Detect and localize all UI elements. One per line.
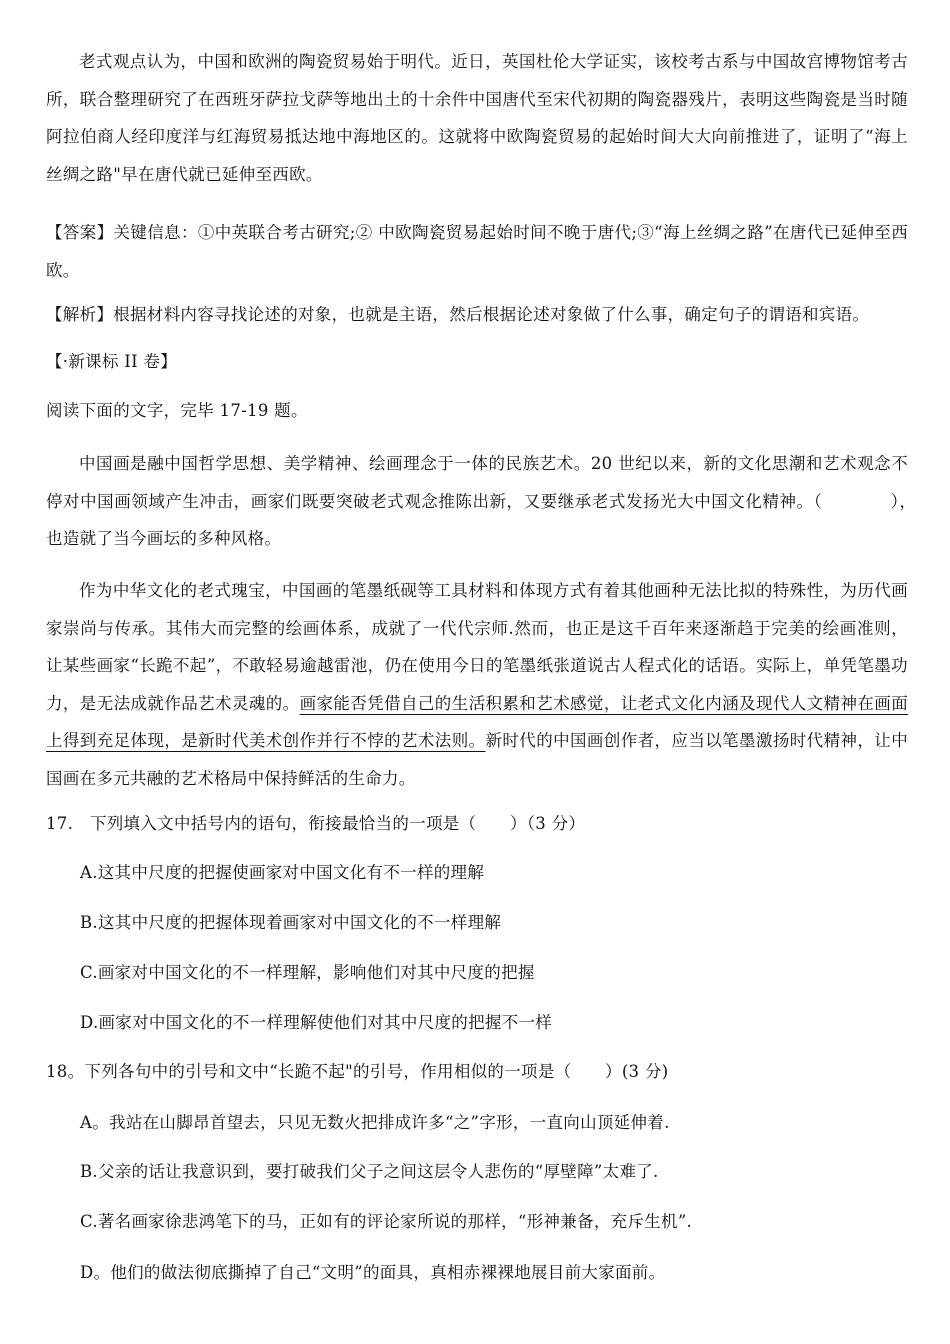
question-17-stem: 17. 下列填入文中括号内的语句，衔接最恰当的一项是（ ）（3 分）: [46, 814, 586, 833]
question-17-option-b: B.这其中尺度的把握体现着画家对中国文化的不一样理解: [80, 913, 502, 932]
question-17-option-c: C.画家对中国文化的不一样理解，影响他们对其中尺度的把握: [80, 963, 535, 982]
passage-chinese-painting-intro: 中国画是融中国哲学思想、美学精神、绘画理念于一体的民族艺术。20 世纪以来，新的文化思潮和艺术观念不停对中国画领域产生冲击，画家们既要突破老式观念推陈出新，又要继承老式发扬光大中国文化精神。（ ）， 也造就了当今画坛的多种风格。: [46, 454, 925, 548]
passage-text-before: 作为中华文化的老式瑰宝，中国画的笔墨纸砚等工具材料和体现方式有着其他画种无法比拟的特殊性，为历代画家崇尚与传承。其伟大而完整的绘画体系，成就了一代代宗师.然而，也正是这千百年来逐渐趋于完美的绘画准则，让某些画家“长跪不起”，不敢轻易逾越雷池，仍在使用今日的笔墨纸张道说古人程式化的话语。实际上，单凭笔墨功力，是无法成就作品艺术灵魂的。: [46, 581, 908, 713]
question-18-option-a: A。我站在山脚昂首望去，只见无数火把排成许多“之”字形，一直向山顶延伸着.: [80, 1113, 670, 1132]
question-18-option-d: D。他们的做法彻底撕掉了自己“文明”的面具，真相赤裸裸地展目前大家面前。: [80, 1263, 666, 1282]
source-label: 【·新课标 II 卷】: [46, 352, 178, 371]
underlined-sentence: 画家能否凭借自己的生活积累和艺术感觉，让老式文化内涵及现代人文精神在画面上得到充足体现，是新时代美术创作并行不悖的艺术法则。: [46, 693, 908, 750]
passage-chinese-painting-body: [46, 572, 908, 797]
passage-text-after: 新时代的中国画创作者，应当以笔墨激扬时代精神，让中国画在多元共融的艺术格局中保持鲜活的生命力。: [46, 731, 908, 788]
question-18-option-c: C.著名画家徐悲鸿笔下的马，正如有的评论家所说的那样，“形神兼备，充斥生机”.: [80, 1212, 693, 1231]
reading-instruction: 阅读下面的文字，完毕 17-19 题。: [46, 401, 308, 420]
passage-ceramics-trade: 老式观点认为，中国和欧洲的陶瓷贸易始于明代。近日，英国杜伦大学证实，该校考古系与中国故宫博物馆考古所，联合整理研究了在西班牙萨拉戈萨等地出土的十余件中国唐代至宋代初期的陶瓷器残片，表明这些陶瓷是当时随阿拉伯商人经印度洋与红海贸易抵达地中海地区的。这就将中欧陶瓷贸易的起始时间大大向前推进了，证明了“海上丝绸之路"早在唐代就已延伸至西欧。: [46, 52, 908, 184]
question-17-option-d: D.画家对中国文化的不一样理解使他们对其中尺度的把握不一样: [80, 1013, 553, 1032]
question-18-stem: 18。下列各句中的引号和文中“长跪不起"的引号，作用相似的一项是（ ）(3 分): [46, 1062, 669, 1081]
analysis-text: 【解析】根据材料内容寻找论述的对象，也就是主语，然后根据论述对象做了什么事，确定句子的谓语和宾语。: [46, 305, 870, 324]
question-18-option-b: B.父亲的话让我意识到，要打破我们父子之间这层令人悲伤的“厚壁障”太难了.: [80, 1162, 659, 1181]
answer-block: 【答案】关键信息：①中英联合考古研究;② 中欧陶瓷贸易起始时间不晚于唐代;③“海上丝绸之路”在唐代已延伸至西欧。: [46, 223, 908, 280]
question-17-option-a: A.这其中尺度的把握使画家对中国文化有不一样的理解: [80, 863, 485, 882]
